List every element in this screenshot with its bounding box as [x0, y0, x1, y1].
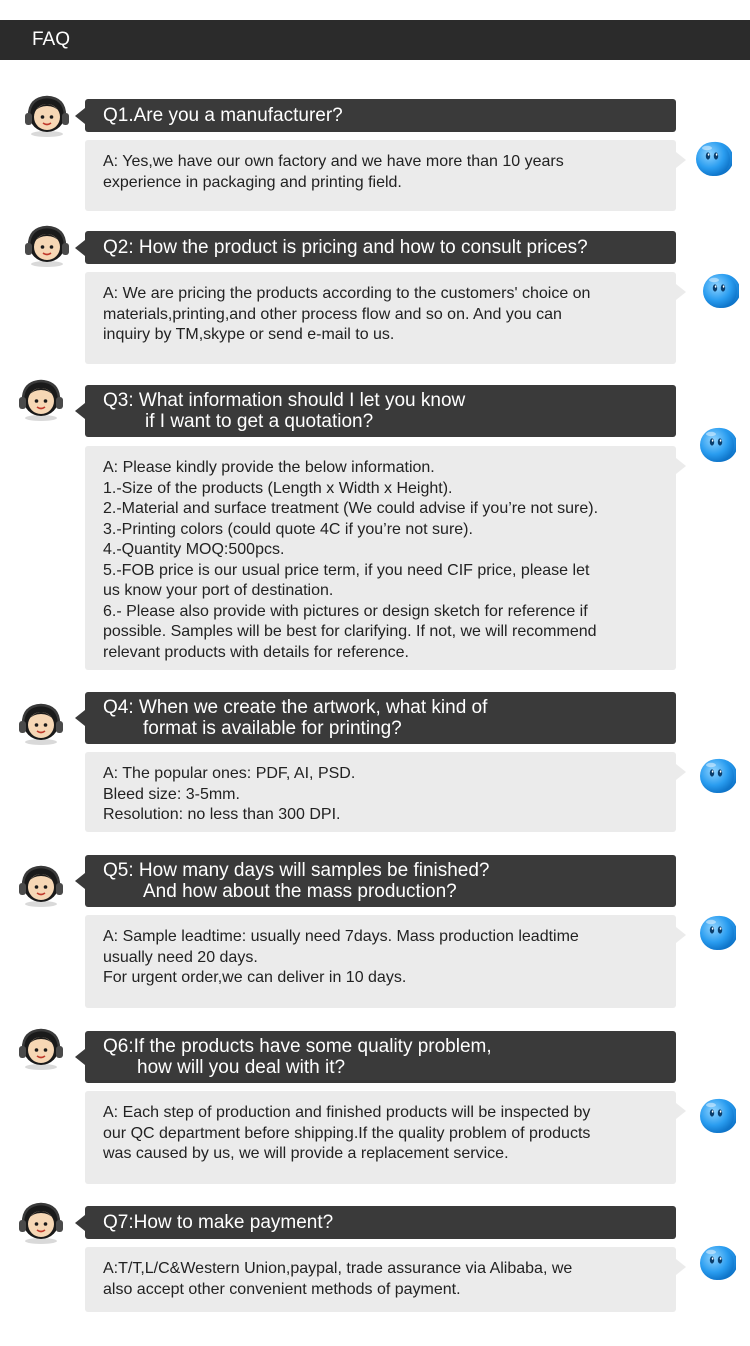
- faq-answer-1: [85, 140, 676, 211]
- answer-line: relevant products with details for reference.: [103, 643, 409, 661]
- question-line: format is available for printing?: [143, 718, 402, 739]
- answer-line: experience in packaging and printing field.: [103, 173, 402, 191]
- blue-chat-bubble-icon: [694, 1242, 736, 1282]
- answer-line: 2.-Material and surface treatment (We could advise if you’re not sure).: [103, 500, 599, 517]
- answer-line: was caused by us, we will provide a replacement service.: [103, 1145, 509, 1162]
- faq-question-4: [85, 692, 676, 744]
- answer-line: usually need 20 days.: [103, 948, 258, 966]
- question-line: Q5: How many days will samples be finished?: [103, 860, 490, 881]
- answer-line: inquiry by TM,skype or send e-mail to us.: [103, 326, 395, 343]
- answer-line: Bleed size: 3-5mm.: [103, 785, 240, 803]
- question-line: if I want to get a quotation?: [145, 411, 374, 432]
- headset-avatar-icon: [16, 376, 66, 422]
- faq-answer-3: [85, 446, 676, 670]
- faq-title: FAQ: [32, 29, 71, 50]
- headset-avatar-icon: [16, 1199, 66, 1245]
- question-line: Q2: How the product is pricing and how to consult prices?: [103, 237, 588, 258]
- headset-avatar-icon: [22, 222, 72, 268]
- answer-line: For urgent order,we can deliver in 10 days.: [103, 969, 407, 986]
- blue-chat-bubble-icon: [694, 755, 736, 795]
- headset-avatar-icon: [16, 1025, 66, 1071]
- faq-question-3: [85, 385, 676, 437]
- blue-chat-bubble-icon: [697, 270, 739, 310]
- question-line: Q4: When we create the artwork, what kind of: [103, 697, 488, 718]
- answer-line: A:T/T,L/C&Western Union,paypal, trade assurance via Alibaba, we: [103, 1260, 573, 1277]
- answer-line: 4.-Quantity MOQ:500pcs.: [103, 541, 285, 558]
- answer-line: materials,printing,and other process flow and so on. And you can: [103, 305, 562, 323]
- faq-answer-4: [85, 752, 676, 832]
- answer-line: 5.-FOB price is our usual price term, if you need CIF price, please let: [103, 561, 590, 579]
- question-line: Q7:How to make payment?: [103, 1212, 334, 1233]
- faq-header: [0, 20, 750, 60]
- blue-chat-bubble-icon: [694, 1095, 736, 1135]
- blue-chat-bubble-icon: [690, 138, 732, 178]
- faq-question-2: [85, 231, 676, 264]
- faq-question-7: [85, 1206, 676, 1239]
- headset-avatar-icon: [16, 862, 66, 908]
- answer-line: 1.-Size of the products (Length x Width x Height).: [103, 479, 453, 497]
- blue-chat-bubble-icon: [694, 424, 736, 464]
- answer-line: also accept other convenient methods of payment.: [103, 1280, 461, 1298]
- faq-answer-2: [85, 272, 676, 364]
- answer-line: A: Yes,we have our own factory and we have more than 10 years: [103, 153, 564, 170]
- answer-line: possible. Samples will be best for clarifying. If not, we will recommend: [103, 623, 597, 640]
- answer-line: A: Sample leadtime: usually need 7days. Mass production leadtime: [103, 928, 579, 945]
- blue-chat-bubble-icon: [694, 912, 736, 952]
- question-line: Q6:If the products have some quality problem,: [103, 1036, 492, 1057]
- answer-line: 3.-Printing colors (could quote 4C if you’re not sure).: [103, 520, 473, 538]
- question-line: Q1.Are you a manufacturer?: [103, 105, 343, 126]
- answer-line: Resolution: no less than 300 DPI.: [103, 806, 341, 823]
- question-line: Q3: What information should I let you know: [103, 390, 466, 411]
- faq-answer-5: [85, 915, 676, 1008]
- question-line: how will you deal with it?: [137, 1057, 346, 1078]
- answer-line: A: Please kindly provide the below information.: [103, 459, 435, 476]
- answer-line: A: Each step of production and finished products will be inspected by: [103, 1104, 591, 1121]
- faq-question-6: [85, 1031, 676, 1083]
- answer-line: A: We are pricing the products according to the customers' choice on: [103, 285, 591, 302]
- answer-line: A: The popular ones: PDF, AI, PSD.: [103, 765, 356, 782]
- faq-answer-7: [85, 1247, 676, 1312]
- faq-answer-6: [85, 1091, 676, 1184]
- answer-line: our QC department before shipping.If the quality problem of products: [103, 1124, 591, 1142]
- answer-line: 6.- Please also provide with pictures or design sketch for reference if: [103, 602, 588, 620]
- headset-avatar-icon: [22, 92, 72, 138]
- faq-question-1: [85, 99, 676, 132]
- question-line: And how about the mass production?: [143, 881, 457, 902]
- headset-avatar-icon: [16, 700, 66, 746]
- faq-question-5: [85, 855, 676, 907]
- answer-line: us know your port of destination.: [103, 582, 334, 599]
